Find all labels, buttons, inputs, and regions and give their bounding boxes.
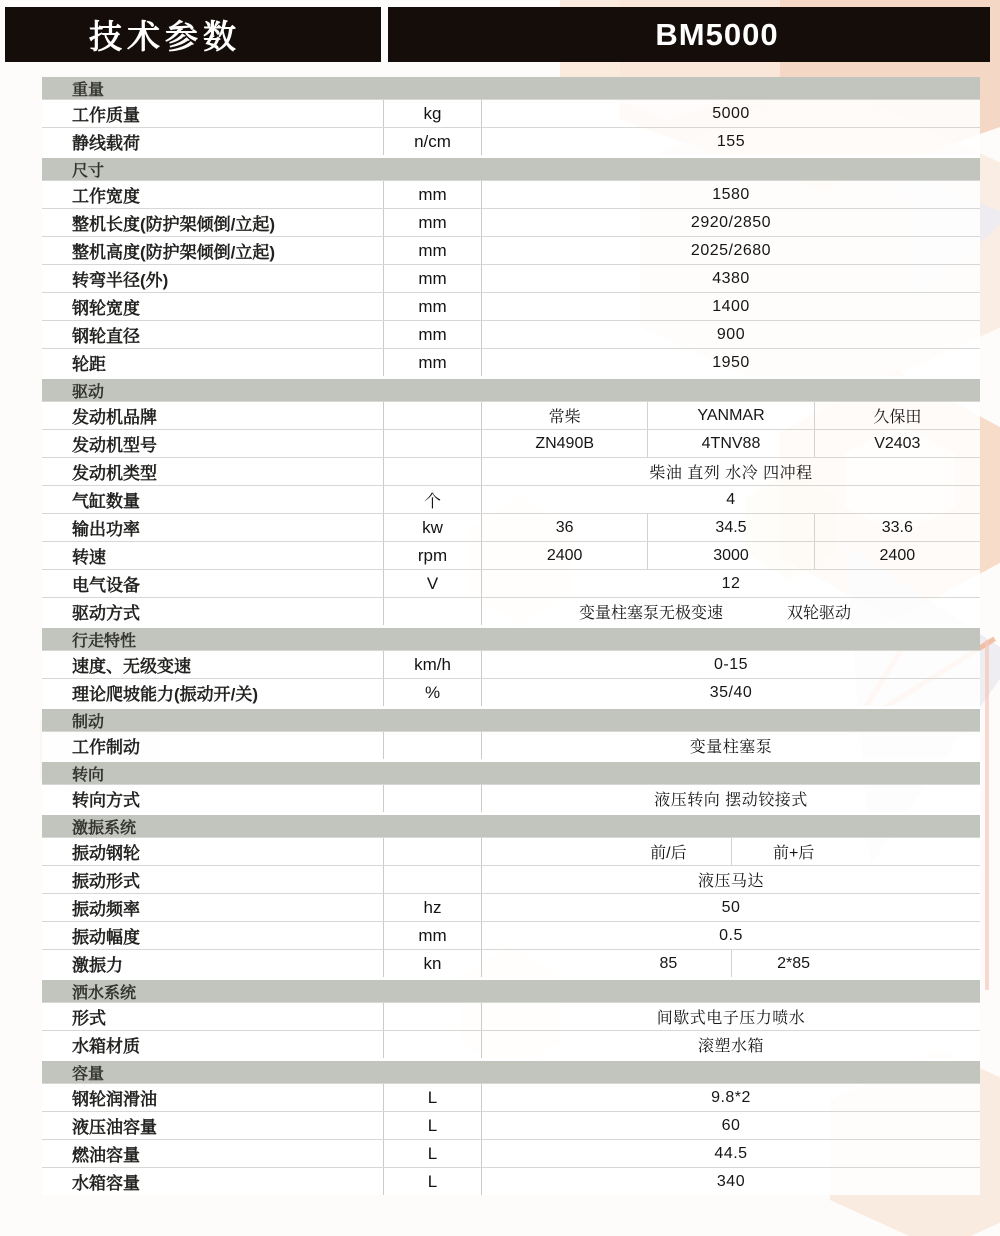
row-label: 钢轮直径 <box>72 327 140 346</box>
page-title: 技术参数 <box>89 18 241 55</box>
section-header: 容量 <box>42 1058 980 1083</box>
spec-row <box>42 457 980 485</box>
row-value <box>482 950 980 977</box>
row-value <box>482 894 980 921</box>
row-value <box>482 349 980 376</box>
row-label: 形式 <box>72 1009 106 1028</box>
value-cell: 久保田 <box>814 402 980 429</box>
section-header: 洒水系统 <box>42 977 980 1002</box>
spec-row <box>42 264 980 292</box>
row-label: 发动机类型 <box>72 464 157 483</box>
spec-row <box>42 865 980 893</box>
row-value <box>482 1003 980 1030</box>
value-cell: 0.5 <box>719 926 743 944</box>
row-label: 转速 <box>72 548 106 567</box>
row-value <box>482 570 980 597</box>
value-pair <box>466 598 964 625</box>
model-title: BM5000 <box>655 16 779 52</box>
row-unit: L <box>383 1168 482 1195</box>
section-header: 制动 <box>42 706 980 731</box>
row-value <box>482 514 980 541</box>
value-cell: 间歇式电子压力喷水 <box>656 1010 806 1027</box>
value-cell: 36 <box>555 518 574 536</box>
spec-row <box>42 208 980 236</box>
row-unit <box>383 866 482 893</box>
row-label: 振动形式 <box>72 872 140 891</box>
row-value <box>482 785 980 812</box>
value-cell: 85 <box>659 954 678 972</box>
section-header: 转向 <box>42 759 980 784</box>
spec-row <box>42 949 980 977</box>
row-label: 理论爬坡能力(振动开/关) <box>72 685 259 704</box>
row-unit <box>383 458 482 485</box>
row-label: 激振力 <box>72 956 123 975</box>
row-label: 整机长度(防护架倾倒/立起) <box>72 215 276 234</box>
spec-row <box>42 1030 980 1058</box>
value-cell: 2*85 <box>731 950 856 977</box>
row-value <box>482 237 980 264</box>
value-cell: 44.5 <box>714 1144 748 1162</box>
spec-row <box>42 429 980 457</box>
value-cell: 33.6 <box>814 514 980 541</box>
model-title-box <box>388 7 990 62</box>
value-cell: 2400 <box>814 542 980 569</box>
value-cell: 柴油 直列 水冷 四冲程 <box>649 465 813 482</box>
row-label: 振动幅度 <box>72 928 140 947</box>
row-unit: rpm <box>383 542 482 569</box>
spec-row <box>42 292 980 320</box>
spec-row <box>42 1111 980 1139</box>
row-unit: mm <box>383 181 482 208</box>
row-value <box>482 486 980 513</box>
spec-row <box>42 597 980 625</box>
spec-row <box>42 1139 980 1167</box>
value-cell: 液压转向 摆动铰接式 <box>654 792 808 809</box>
spec-row <box>42 893 980 921</box>
row-value <box>482 1112 980 1139</box>
row-label: 转向方式 <box>72 791 140 810</box>
header-bar <box>5 7 990 62</box>
row-unit <box>383 1003 482 1030</box>
value-spacer <box>482 838 606 865</box>
section-header: 重量 <box>42 77 980 99</box>
row-unit: n/cm <box>383 128 482 155</box>
row-value <box>482 321 980 348</box>
section-header: 驱动 <box>42 376 980 401</box>
value-cell: 1950 <box>712 353 750 371</box>
value-cell: 变量柱塞泵无极变速 <box>578 605 723 622</box>
row-value <box>482 866 980 893</box>
value-cell: 双轮驱动 <box>787 605 852 622</box>
section-header: 尺寸 <box>42 155 980 180</box>
row-unit: kw <box>383 514 482 541</box>
row-label: 水箱容量 <box>72 1174 140 1193</box>
row-label: 振动钢轮 <box>72 844 140 863</box>
value-cell: 12 <box>721 574 741 592</box>
spec-row <box>42 99 980 127</box>
spec-row <box>42 513 980 541</box>
spec-row <box>42 784 980 812</box>
value-cell: 9.8*2 <box>711 1088 751 1106</box>
value-cell: 0-15 <box>713 655 749 673</box>
row-unit: mm <box>383 321 482 348</box>
value-cell: 34.5 <box>647 514 813 541</box>
row-value <box>482 209 980 236</box>
value-cell: 常柴 <box>548 409 581 426</box>
value-spacer <box>856 950 980 977</box>
row-unit: mm <box>383 349 482 376</box>
row-value <box>482 181 980 208</box>
section-header: 行走特性 <box>42 625 980 650</box>
row-unit: V <box>383 570 482 597</box>
value-cell: 5000 <box>712 104 750 122</box>
row-label: 燃油容量 <box>72 1146 140 1165</box>
row-unit: mm <box>383 293 482 320</box>
row-value <box>482 265 980 292</box>
row-label: 工作制动 <box>72 738 140 757</box>
row-unit: kn <box>383 950 482 977</box>
spec-row <box>42 569 980 597</box>
spec-table <box>42 77 980 1195</box>
row-value <box>482 293 980 320</box>
row-value <box>482 430 980 457</box>
value-cell: 4 <box>726 490 736 508</box>
row-value <box>482 679 980 706</box>
row-value <box>482 1168 980 1195</box>
row-value <box>482 1031 980 1058</box>
row-value <box>482 458 980 485</box>
value-spacer <box>856 838 980 865</box>
row-unit <box>383 1031 482 1058</box>
spec-row <box>42 1002 980 1030</box>
value-cell: 155 <box>716 132 746 150</box>
row-unit <box>383 732 482 759</box>
spec-row <box>42 837 980 865</box>
row-unit: L <box>383 1084 482 1111</box>
row-value <box>482 838 980 865</box>
row-unit: L <box>383 1140 482 1167</box>
row-label: 速度、无级变速 <box>72 657 191 676</box>
spec-row <box>42 1083 980 1111</box>
row-label: 钢轮润滑油 <box>72 1090 157 1109</box>
value-cell: 2400 <box>546 546 583 564</box>
value-cell: YANMAR <box>647 402 813 429</box>
spec-row <box>42 180 980 208</box>
value-cell: 35/40 <box>709 683 753 701</box>
spec-row <box>42 541 980 569</box>
row-unit: % <box>383 679 482 706</box>
value-cell: 变量柱塞泵 <box>689 739 773 756</box>
value-cell: 60 <box>721 1116 741 1134</box>
row-label: 钢轮宽度 <box>72 299 140 318</box>
row-unit <box>383 430 482 457</box>
row-unit <box>383 838 482 865</box>
row-unit: km/h <box>383 651 482 678</box>
row-unit: mm <box>383 237 482 264</box>
value-cell: 4TNV88 <box>647 430 813 457</box>
section-header: 激振系统 <box>42 812 980 837</box>
value-cell: 4380 <box>712 269 750 287</box>
row-unit <box>383 402 482 429</box>
value-cell: V2403 <box>814 430 980 457</box>
value-cell: 340 <box>716 1172 746 1190</box>
row-value <box>482 598 980 625</box>
row-label: 发动机品牌 <box>72 408 157 427</box>
spec-row <box>42 678 980 706</box>
row-label: 驱动方式 <box>72 604 140 623</box>
row-unit: mm <box>383 265 482 292</box>
row-value <box>482 732 980 759</box>
row-label: 输出功率 <box>72 520 140 539</box>
row-label: 转弯半径(外) <box>72 271 169 290</box>
value-cell: 2920/2850 <box>690 213 772 231</box>
row-value <box>482 128 980 155</box>
row-value <box>482 542 980 569</box>
row-label: 静线载荷 <box>72 134 140 153</box>
spec-row <box>42 127 980 155</box>
row-value <box>482 922 980 949</box>
spec-row <box>42 485 980 513</box>
row-unit: L <box>383 1112 482 1139</box>
value-cell: 50 <box>721 898 741 916</box>
value-cell: 1580 <box>712 185 750 203</box>
spec-row <box>42 731 980 759</box>
spec-row <box>42 401 980 429</box>
row-label: 轮距 <box>72 355 106 374</box>
value-cell: 前+后 <box>731 838 856 865</box>
spec-row <box>42 1167 980 1195</box>
spec-row <box>42 921 980 949</box>
row-label: 工作宽度 <box>72 187 140 206</box>
row-unit: 个 <box>383 486 482 513</box>
row-unit <box>383 785 482 812</box>
value-cell: 前/后 <box>650 845 687 862</box>
row-label: 水箱材质 <box>72 1037 140 1056</box>
row-label: 振动频率 <box>72 900 140 919</box>
value-cell: 3000 <box>647 542 813 569</box>
value-cell: 2025/2680 <box>690 241 772 259</box>
row-unit: mm <box>383 209 482 236</box>
row-value <box>482 1140 980 1167</box>
row-label: 气缸数量 <box>72 492 140 511</box>
row-value <box>482 651 980 678</box>
row-label: 工作质量 <box>72 106 140 125</box>
row-value <box>482 402 980 429</box>
row-unit: kg <box>383 100 482 127</box>
row-value <box>482 100 980 127</box>
spec-row <box>42 650 980 678</box>
row-unit: hz <box>383 894 482 921</box>
value-cell: 滚塑水箱 <box>697 1038 764 1055</box>
row-label: 整机高度(防护架倾倒/立起) <box>72 243 276 262</box>
accent-line-decor <box>985 640 989 990</box>
page-title-box <box>5 7 381 62</box>
spec-row <box>42 236 980 264</box>
value-cell: 1400 <box>712 297 750 315</box>
row-unit: mm <box>383 922 482 949</box>
spec-row <box>42 320 980 348</box>
value-spacer <box>482 950 606 977</box>
value-cell: 液压马达 <box>697 873 764 890</box>
spec-row <box>42 348 980 376</box>
row-label: 电气设备 <box>72 576 140 595</box>
value-cell: 900 <box>716 325 746 343</box>
row-label: 发动机型号 <box>72 436 157 455</box>
row-label: 液压油容量 <box>72 1118 157 1137</box>
value-cell: ZN490B <box>535 434 595 452</box>
row-value <box>482 1084 980 1111</box>
